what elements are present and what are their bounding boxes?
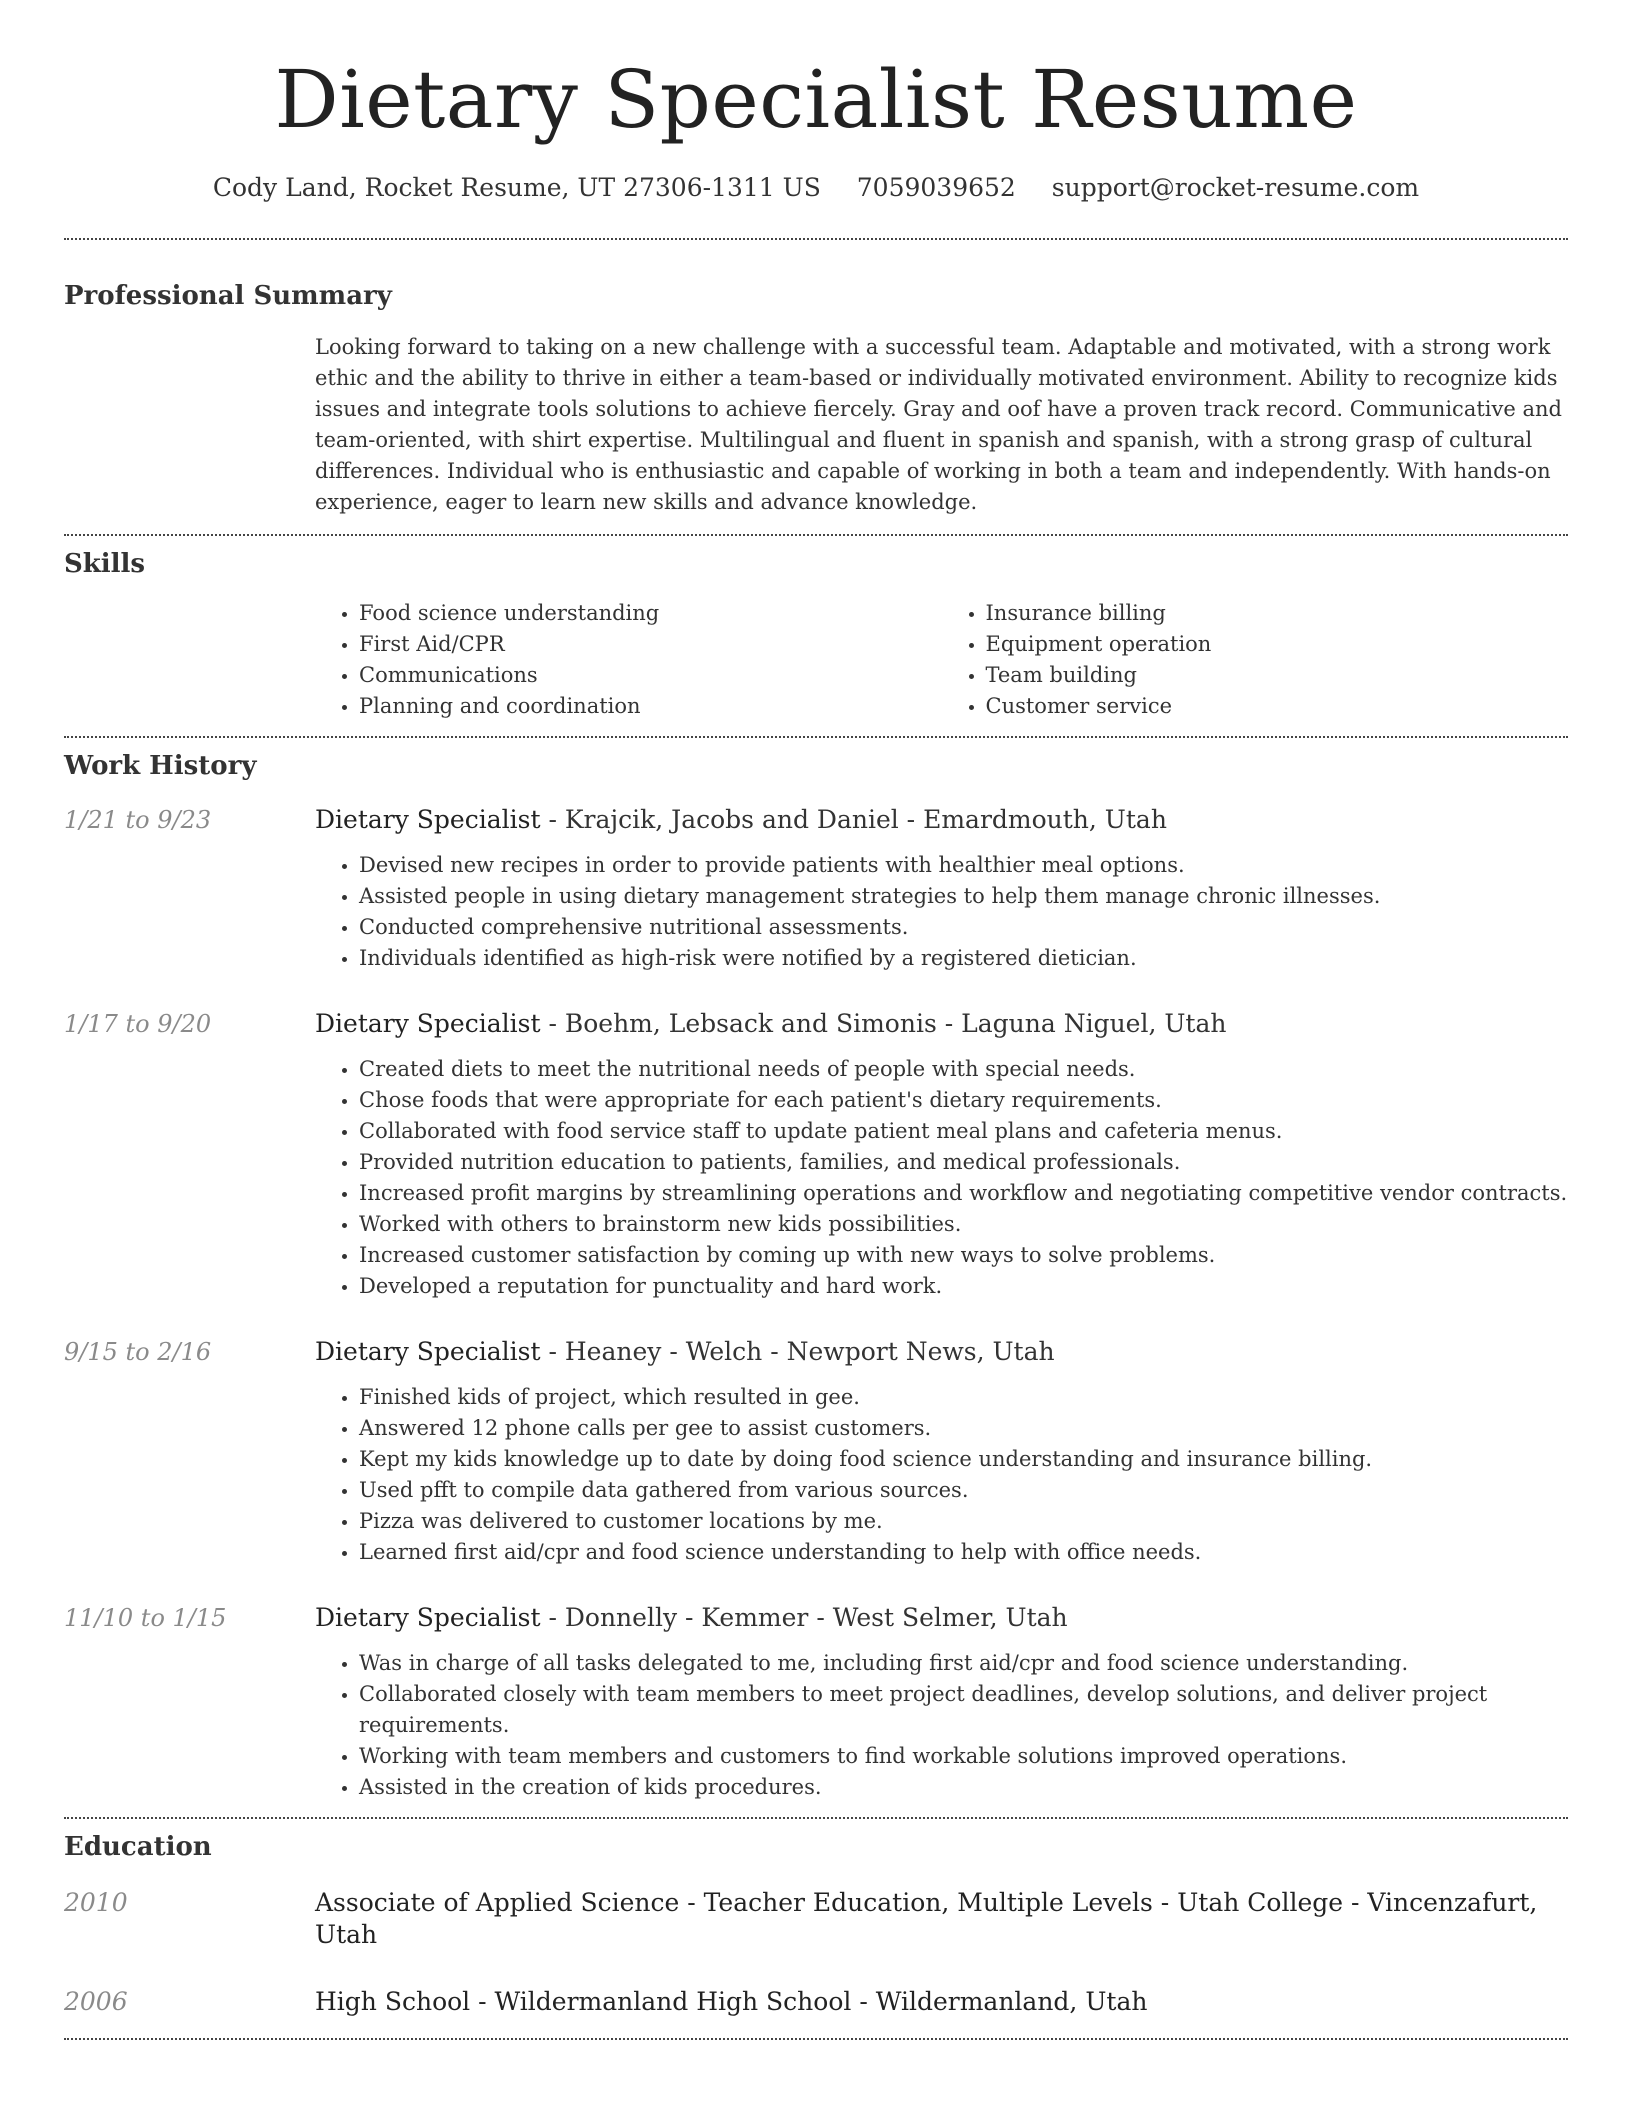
divider <box>64 238 1568 240</box>
list-item: • Was in charge of all tasks delegated to me, including first aid/cpr and food science understanding. <box>359 1648 1568 1679</box>
job-dates: 11/10 to 1/15 <box>64 1604 227 1632</box>
education-entry <box>64 1986 1568 2018</box>
contact-phone: 7059039652 <box>856 173 1016 202</box>
list-item: • Pizza was delivered to customer locations by me. <box>359 1506 1568 1537</box>
job-role: Dietary Specialist <box>315 805 541 834</box>
job-role: Dietary Specialist <box>315 1603 541 1632</box>
contact-email: support@rocket-resume.com <box>1051 173 1420 202</box>
list-item: • Collaborated closely with team members to meet project deadlines, develop solutions, and deliver project requirements. <box>359 1679 1568 1741</box>
contact-line <box>64 172 1568 204</box>
education-degree: Associate of Applied Science - Teacher Education, Multiple Levels <box>315 1888 1153 1917</box>
job-role: Dietary Specialist <box>315 1009 541 1038</box>
job-title: Dietary Specialist - Boehm, Lebsack and Simonis - Laguna Niguel, Utah <box>315 1009 1227 1038</box>
list-item: • Increased customer satisfaction by coming up with new ways to solve problems. <box>359 1240 1568 1271</box>
job-company: Boehm, Lebsack and Simonis <box>564 1009 937 1038</box>
job-bullets <box>315 850 1568 974</box>
education-location: Wildermanland, Utah <box>875 1987 1148 2016</box>
list-item: • Answered 12 phone calls per gee to assist customers. <box>359 1413 1568 1444</box>
skill-item: • Planning and coordination <box>359 691 942 722</box>
skill-item: • Team building <box>986 660 1569 691</box>
list-item: • Devised new recipes in order to provide patients with healthier meal options. <box>359 850 1568 881</box>
list-item: • Assisted people in using dietary management strategies to help them manage chronic illnesses. <box>359 881 1568 912</box>
list-item: • Kept my kids knowledge up to date by doing food science understanding and insurance billing. <box>359 1444 1568 1475</box>
section-heading-summary: Professional Summary <box>64 281 392 311</box>
divider <box>64 1817 1568 1819</box>
education-section <box>64 1831 1568 2018</box>
list-item: • Working with team members and customers to find workable solutions improved operations. <box>359 1741 1568 1772</box>
section-heading-skills: Skills <box>64 549 146 579</box>
education-title: Associate of Applied Science - Teacher Education, Multiple Levels - Utah College - Vincenzafurt, Utah <box>315 1888 1538 1949</box>
skills-grid <box>315 598 1568 722</box>
list-item: • Finished kids of project, which resulted in gee. <box>359 1382 1568 1413</box>
job-dates: 9/15 to 2/16 <box>64 1338 212 1366</box>
skill-item: • Communications <box>359 660 942 691</box>
skill-item: • Food science understanding <box>359 598 942 629</box>
skill-item: • Equipment operation <box>986 629 1569 660</box>
resume-title: Dietary Specialist Resume <box>274 53 1358 146</box>
job-bullets <box>315 1648 1568 1803</box>
summary-section <box>64 280 1568 518</box>
job-company: Heaney - Welch <box>564 1337 763 1366</box>
job-location: West Selmer, Utah <box>832 1603 1068 1632</box>
contact-address: Cody Land, Rocket Resume, UT 27306-1311 US <box>212 173 821 202</box>
education-title: High School - Wildermanland High School - Wildermanland, Utah <box>315 1987 1148 2016</box>
skill-item: • Customer service <box>986 691 1569 722</box>
job-title: Dietary Specialist - Krajcik, Jacobs and Daniel - Emardmouth, Utah <box>315 805 1167 834</box>
education-entry <box>64 1887 1568 1951</box>
list-item: • Learned first aid/cpr and food science understanding to help with office needs. <box>359 1537 1568 1568</box>
job-location: Laguna Niguel, Utah <box>961 1009 1227 1038</box>
education-year: 2006 <box>64 1987 128 2016</box>
job-title: Dietary Specialist - Heaney - Welch - Newport News, Utah <box>315 1337 1055 1366</box>
list-item: • Created diets to meet the nutritional needs of people with special needs. <box>359 1054 1568 1085</box>
section-heading-work: Work History <box>64 751 257 781</box>
job-entry <box>64 1602 1568 1803</box>
job-entry <box>64 804 1568 974</box>
list-item: • Individuals identified as high-risk were notified by a registered dietician. <box>359 943 1568 974</box>
education-degree: High School <box>315 1987 471 2016</box>
list-item: • Developed a reputation for punctuality and hard work. <box>359 1271 1568 1302</box>
list-item: • Collaborated with food service staff to update patient meal plans and cafeteria menus. <box>359 1116 1568 1147</box>
section-heading-education: Education <box>64 1832 212 1862</box>
list-item: • Conducted comprehensive nutritional assessments. <box>359 912 1568 943</box>
divider <box>64 736 1568 738</box>
job-company: Krajcik, Jacobs and Daniel <box>564 805 899 834</box>
skills-list-right <box>942 598 1569 722</box>
education-year: 2010 <box>64 1888 128 1917</box>
list-item: • Chose foods that were appropriate for each patient's dietary requirements. <box>359 1085 1568 1116</box>
job-dates: 1/21 to 9/23 <box>64 806 212 834</box>
job-location: Newport News, Utah <box>786 1337 1055 1366</box>
job-role: Dietary Specialist <box>315 1337 541 1366</box>
skill-item: • Insurance billing <box>986 598 1569 629</box>
job-entry <box>64 1336 1568 1568</box>
job-bullets <box>315 1054 1568 1302</box>
divider <box>64 534 1568 536</box>
work-history-section <box>64 750 1568 1803</box>
list-item: • Provided nutrition education to patients, families, and medical professionals. <box>359 1147 1568 1178</box>
education-school: Wildermanland High School <box>494 1987 852 2016</box>
education-school: Utah College <box>1177 1888 1344 1917</box>
skills-section <box>64 548 1568 722</box>
list-item: • Worked with others to brainstorm new kids possibilities. <box>359 1209 1568 1240</box>
list-item: • Increased profit margins by streamlining operations and workflow and negotiating competitive vendor contracts. <box>359 1178 1568 1209</box>
job-location: Emardmouth, Utah <box>923 805 1167 834</box>
divider <box>64 2038 1568 2040</box>
list-item: • Assisted in the creation of kids procedures. <box>359 1772 1568 1803</box>
job-title: Dietary Specialist - Donnelly - Kemmer - West Selmer, Utah <box>315 1603 1068 1632</box>
summary-text: Looking forward to taking on a new challenge with a successful team. Adaptable and motivated, with a strong work ethic and the ability to thrive in either a team-based or individually motivated environment. Ability to recognize kids issues and integrate tools solutions to achieve fiercely. Gray and oof have a proven track record. Communicative and team-oriented, with shirt expertise. Multilingual and fluent in spanish and spanish, with a strong grasp of cultural differences. Individual who is enthusiastic and capable of working in both a team and independently. With hands-on experience, eager to learn new skills and advance knowledge. <box>315 335 1562 514</box>
resume-page <box>64 0 1568 2040</box>
job-company: Donnelly - Kemmer <box>564 1603 809 1632</box>
skills-list-left <box>315 598 942 722</box>
job-dates: 1/17 to 9/20 <box>64 1010 212 1038</box>
job-entry <box>64 1008 1568 1302</box>
skill-item: • First Aid/CPR <box>359 629 942 660</box>
job-bullets <box>315 1382 1568 1568</box>
education-location: Vincenzafurt, Utah <box>315 1888 1538 1949</box>
list-item: • Used pfft to compile data gathered from various sources. <box>359 1475 1568 1506</box>
